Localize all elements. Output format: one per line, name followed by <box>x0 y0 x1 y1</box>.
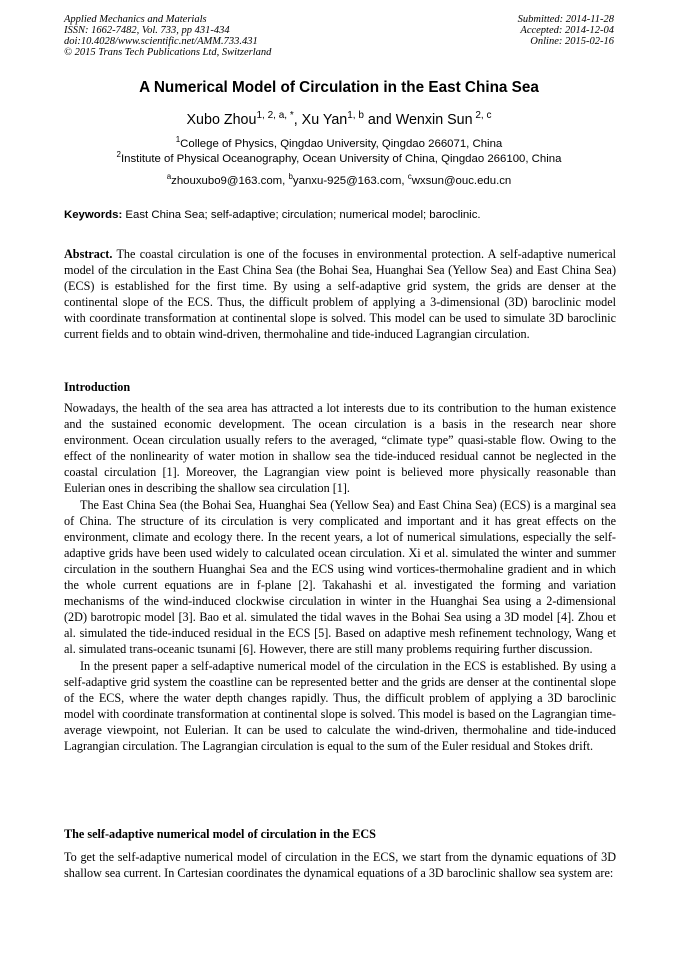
abstract <box>64 246 616 343</box>
author-superscript: 1, b <box>347 110 364 122</box>
introduction-body <box>64 400 616 754</box>
affiliation-marker: 2 <box>116 150 121 160</box>
affiliation-text: Institute of Physical Oceanography, Ocean University of China, Qingdao 266100, China <box>120 153 562 165</box>
journal-name: Applied Mechanics and Materials <box>64 14 207 25</box>
email-address: zhouxubo9@163.com, <box>171 175 289 187</box>
publication-dates <box>518 14 614 47</box>
author-superscript: 1, 2, a, * <box>256 110 294 122</box>
model-section-body <box>64 849 616 881</box>
affiliation-text: College of Physics, Qingdao University, Qingdao 266071, China <box>180 138 503 150</box>
abstract-label: Abstract. <box>64 247 113 261</box>
journal-info <box>64 14 271 58</box>
paragraph: The East China Sea (the Bohai Sea, Huanghai Sea (Yellow Sea) and East China Sea) (ECS) is a marginal sea of China. The structure of its circulation is very complicated and important and it has great effects on the environment, climate and ecology there. In the recent years, a lot of numerical simulations, especially the self-adaptive grids have been used widely to calculated ocean circulation. Xi et al. simulated the winter and summer circulation in the southern Huanghai Sea and the ECS using wind vortices-thermohaline gradient and in which the whole current equations are in f-plane [2]. Takahashi et al. investigated the forming and variation mechanisms of the wind-induced clockwise circulation in winter in the Huanghai Sea using a 2-dimensional (2D) barotropic model [3]. Bao et al. simulated the tidal waves in the Bohai Sea using a 3D model [4]. Zhou et al. simulated the tide-induced residual in the ECS [5]. Based on adaptive mesh refinement technology, Wang et al. simulated trans-oceanic tsunami [6]. However, there are still many problems requiring further discussion. <box>64 497 616 657</box>
author-separator: , <box>293 112 302 128</box>
journal-copyright: © 2015 Trans Tech Publications Ltd, Switzerland <box>64 47 272 58</box>
author-name: Xu Yan <box>301 112 348 128</box>
journal-issn: ISSN: 1662-7482, Vol. 733, pp 431-434 <box>64 25 230 36</box>
section-heading-introduction: Introduction <box>64 380 131 394</box>
email-address: wxsun@ouc.edu.cn <box>411 175 512 187</box>
submitted-date: Submitted: 2014-11-28 <box>517 14 614 25</box>
affiliation-1 <box>0 135 678 150</box>
journal-doi: doi:10.4028/www.scientific.net/AMM.733.431 <box>64 36 258 47</box>
author-superscript: 2, c <box>472 110 492 122</box>
author-list <box>0 112 678 128</box>
author-name: Xubo Zhou <box>186 112 257 128</box>
keywords-label: Keywords: <box>64 209 123 221</box>
author-name: Wenxin Sun <box>395 112 473 128</box>
author-emails <box>0 172 678 187</box>
paragraph: To get the self-adaptive numerical model of circulation in the ECS, we start from the dynamic equations of 3D shallow sea current. In Cartesian coordinates the dynamical equations of a 3D baroclinic shallow sea system are: <box>64 850 616 881</box>
paper-title: A Numerical Model of Circulation in the East China Sea <box>139 79 539 96</box>
keywords-text: East China Sea; self-adaptive; circulation; numerical model; baroclinic. <box>122 209 481 221</box>
affiliation-marker: 1 <box>175 135 181 145</box>
email-marker: c <box>407 172 412 182</box>
abstract-text: The coastal circulation is one of the focuses in environmental protection. A self-adaptive numerical model of the circulation in the East China Sea (the Bohai Sea, Huanghai Sea (Yellow Sea) and East China Sea) (ECS) is established for the first time. By using a self-adaptive grid system, the grids are denser at the continental slope of the ECS. Thus, the difficult problem of applying a 3-dimensional (3D) baroclinic model with coordinate transformation at continental slope is solved. This model can be used to simulate 3D baroclinic current fields and to obtain wind-driven, thermohaline and tide-induced Lagrangian circulation. <box>64 247 616 342</box>
accepted-date: Accepted: 2014-12-04 <box>520 25 614 36</box>
affiliation-2 <box>0 150 678 165</box>
email-marker: a <box>166 172 172 182</box>
paragraph: In the present paper a self-adaptive numerical model of the circulation in the ECS is established. By using a self-adaptive grid system the coastline can be represented better and the grids are denser at the continental slope of the ECS, where the water depth changes rapidly. Thus, the difficult problem of applying a 3D baroclinic model with coordinate transformation at continental slope is solved. This model is based on the Lagrangian time-average viewpoint, not Eulerian. It can be used to calculate the wind-driven, thermohaline and tide-induced Lagrangian circulation. The Lagrangian circulation is equal to the sum of the Euler residual and Stokes drift. <box>64 658 616 753</box>
abstract-paragraph <box>64 246 616 343</box>
author-separator: and <box>363 112 396 128</box>
keywords <box>64 209 616 221</box>
paragraph: Nowadays, the health of the sea area has attracted a lot interests due to its contribution to the human existence and the sustained economic development. The ocean circulation is a basis in the research near shore environment. Ocean circulation usually refers to the averaged, “climate type” quasi-stable flow. Owing to the effect of the nonlinearity of water motion in shallow sea the tide-induced residual cannot be neglected in the coastal circulation [1]. Moreover, the Lagrangian view point is believed more physically reasonable than Eulerian ones in describing the shallow sea circulation [1]. <box>64 401 616 496</box>
email-address: yanxu-925@163.com, <box>292 175 408 187</box>
online-date: Online: 2015-02-16 <box>530 36 614 47</box>
email-marker: b <box>288 172 293 182</box>
section-heading-model: The self-adaptive numerical model of circulation in the ECS <box>64 827 376 841</box>
